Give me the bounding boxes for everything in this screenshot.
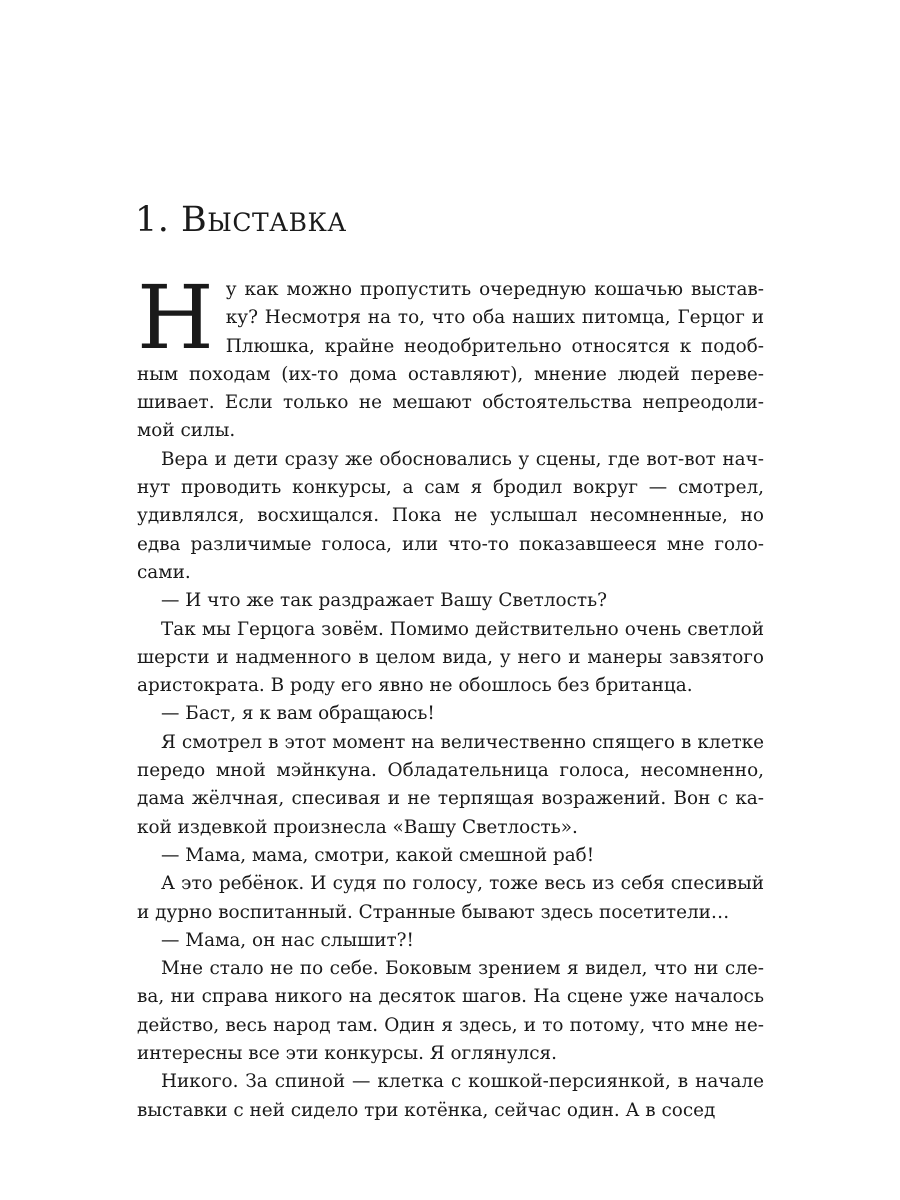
drop-cap: Н: [137, 266, 214, 369]
paragraph-2: Вера и дети сразу же обосновались у сцены, где вот-вот начнут проводить конкурсы, а сам я бродил вокруг — смотрел, удивлялся, восхищался. Пока не услышал несомненные, но едва различимые голоса, или что-то показавшееся мне голосами.: [137, 448, 764, 583]
dialogue-line: — Мама, мама, смотри, какой смешной раб!: [161, 844, 595, 866]
paragraph-11: Никого. За спиной — клетка с кошкой-персиянкой, в начале выставки с ней сидело три котёнка, сейчас один. А в сосед: [137, 1071, 764, 1121]
paragraph-8: А это ребёнок. И судя по голосу, тоже весь из себя спесивый и дурно воспитанный. Странные бывают здесь посетители…: [137, 873, 764, 923]
dialogue-line: — Мама, он нас слышит?!: [161, 929, 414, 951]
paragraph-6: Я смотрел в этот момент на величественно спящего в клетке передо мной мэйнкуна. Обладательница голоса, несомненно, дама жёлчная, спесивая и не терпящая возражений. Вон с какой издевкой произнесла «Вашу Светлость».: [137, 731, 764, 838]
chapter-title: 1. Выставка: [135, 200, 347, 240]
dialogue-line: — Баст, я к вам обращаюсь!: [161, 703, 435, 725]
paragraph-4: Так мы Герцога зовём. Помимо действительно очень светлой шерсти и надменного в целом вида, у него и манеры завзятого аристократа. В роду его явно не обошлось без британца.: [137, 618, 764, 697]
paragraph-10: Мне стало не по себе. Боковым зрением я видел, что ни слева, ни справа никого на десяток шагов. На сцене уже началось действо, весь народ там. Один я здесь, и то потому, что мне неинтересны все эти конкурсы. Я оглянулся.: [137, 958, 764, 1065]
dialogue-line: — И что же так раздражает Вашу Светлость?: [161, 590, 607, 612]
paragraph-1: [137, 266, 764, 446]
chapter-text: [137, 266, 764, 1125]
paragraph-1-text: у как можно пропустить очередную кошачью выставку? Несмотря на то, что оба наших питомца, Герцог и Плюшка, крайне неодобрительно относятся к подобным походам (их-то дома оставляют), мнение людей перевешивает. Если только не мешают обстоятельства непреодолимой силы.: [137, 279, 764, 442]
